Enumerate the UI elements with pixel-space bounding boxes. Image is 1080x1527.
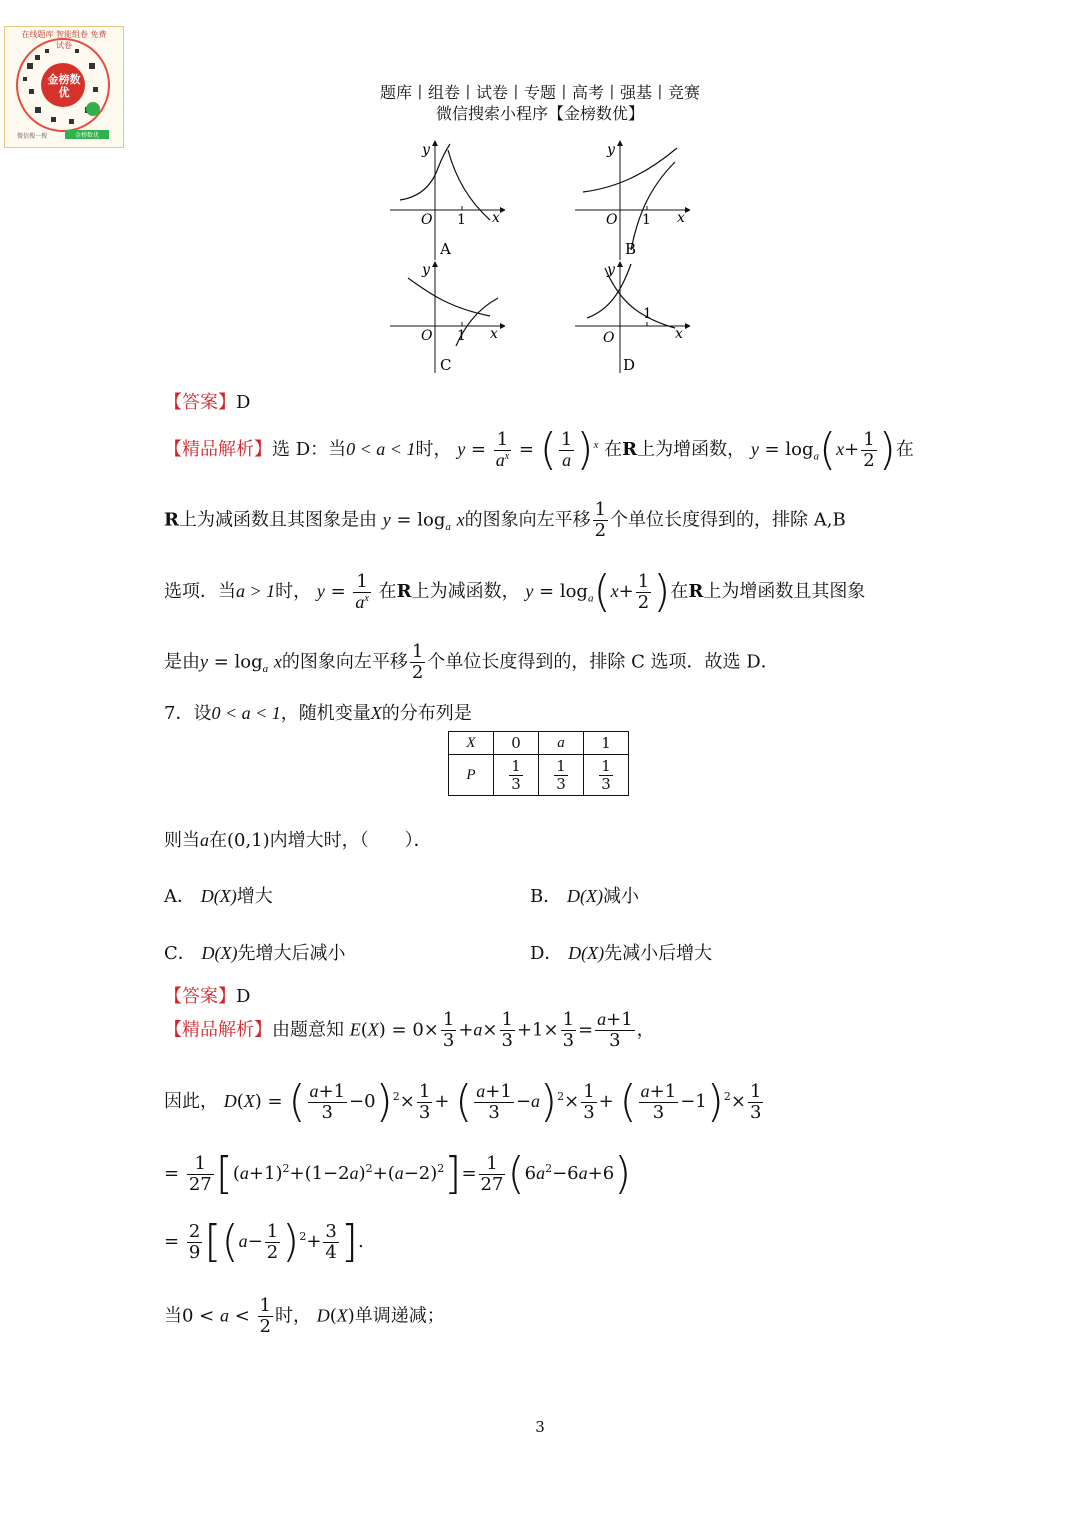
graph-c-y-label: y — [422, 262, 430, 278]
q7-variance-line1: 因此， D(X) = ( $\frac{a+1}{3}$ −0)$^2$× $\frac{1}{3}$ + ( $\frac{a+1}{3}$ −a)$^2$× $\frac{1}{3}$ + ( $\frac{a+1}{3}$ −1)$^2$× $\frac{1}{3}$ — [164, 1076, 762, 1127]
q6-l2-text-c: 个单位长度得到的，排除 A,B — [610, 509, 846, 531]
q7-ask-var: a — [200, 830, 209, 850]
q7-last-c: 单调递减； — [354, 1305, 445, 1327]
q7-ask-a: 则当 — [164, 830, 200, 851]
qr-ring-text: 在线题库 智能组卷 免费试卷 — [21, 30, 107, 50]
graph-d-label: D — [623, 356, 636, 374]
q7-option-c[interactable] — [164, 939, 346, 965]
graph-d-tick: 1 — [643, 306, 652, 322]
q6-answer — [164, 388, 250, 414]
q6-l3-text-c: 在 — [378, 581, 397, 602]
table-cell: 0 — [494, 732, 539, 755]
q7-ask-c: 内增大时，（ ）． — [269, 830, 432, 851]
q7-variance-line3: = $\frac{2}{9}$ [(a− $\frac{1}{2}$ )$^2$+ $\frac{3}{4}$ ]. — [164, 1216, 364, 1267]
option-text: 先增大后减小 — [237, 943, 346, 964]
q6-l1-cond: 0 < a < 1 — [346, 439, 416, 459]
option-key: B． — [530, 886, 562, 907]
graph-b-origin: O — [606, 212, 618, 228]
q7-ask — [164, 826, 432, 852]
q7-d-text: 因此， — [164, 1091, 218, 1112]
q6-l2-text-a: 上为减函数且其图象是由 — [178, 509, 377, 531]
q7-answer-value: D — [236, 986, 251, 1007]
q6-l3-cond: a > 1 — [236, 581, 276, 601]
graph-b-label: B — [625, 240, 637, 258]
graph-a-label: A — [440, 240, 451, 258]
q6-analysis-line1: 【精品解析】选 D：当0 < a < 1时， y = $\frac{1}{a^x}$ = ( $\frac{1}{a}$ )$^x$ 在R上为增函数， $y = \log_a(x+$ $\frac{1}{2}$ )在 — [164, 424, 914, 475]
option-expr: D(X) — [568, 943, 605, 963]
option-text: 减小 — [602, 886, 639, 907]
option-expr: D(X) — [201, 943, 238, 963]
q7-stem — [164, 699, 472, 725]
graph-b-y-label: y — [607, 142, 615, 158]
q6-l3-text-d: 上为减函数， — [411, 581, 520, 602]
option-expr: D(X) — [200, 886, 237, 906]
option-text: 先减小后增大 — [604, 943, 713, 964]
header-line2: 微信搜索小程序【金榜数优】 — [435, 104, 644, 123]
q7-stem-b: ，随机变量 — [280, 703, 371, 724]
q7-option-d[interactable] — [530, 939, 712, 965]
q6-l4-text-a: 是由 — [164, 651, 200, 673]
q6-analysis-line2: R上为减函数且其图象是由 $y = \log_a x$的图象向左平移 $\frac{1}{2}$ 个单位长度得到的，排除 A,B — [164, 499, 846, 541]
prob-num: 1 — [511, 757, 521, 775]
q7-answer-tag: 【答案】 — [164, 986, 236, 1007]
q7-stem-var: X — [370, 703, 382, 723]
table-cell: P — [449, 755, 494, 796]
graph-d-x-label: x — [675, 326, 683, 342]
option-key: D． — [530, 943, 563, 964]
q6-l3-text-f: 上为增函数且其图象 — [703, 581, 866, 602]
q7-variance-line2: = $\frac{1}{27}$ $[(a+1)^2+(1-2a)^2+(a-2)^2]=$ $\frac{1}{27}$ $(6a^2-6a+6)$ — [164, 1148, 632, 1199]
header-line1: 题库丨组卷丨试卷丨专题丨高考丨强基丨竞赛 — [379, 83, 700, 102]
table-cell — [584, 755, 629, 796]
q6-analysis-line4: 是由$y = \log_a x$的图象向左平移 $\frac{1}{2}$ 个单位长度得到的，排除 C 选项．故选 D． — [164, 641, 779, 683]
q6-l1-text-b: 时， — [415, 439, 452, 460]
prob-num: 1 — [601, 757, 611, 775]
q6-answer-tag: 【答案】 — [164, 392, 236, 413]
q7-ask-int: (0,1) — [227, 830, 270, 851]
q6-l4-text-b: 的图象向左平移 — [281, 651, 408, 673]
q6-analysis-line3: 选项．当a > 1时， y = $\frac{1}{a^x}$ 在R上为减函数， $y = \log_a(x+$ $\frac{1}{2}$ )在R上为增函数且其图象 — [164, 566, 866, 617]
q7-answer — [164, 982, 250, 1008]
q7-last-b: 时， — [274, 1305, 311, 1327]
graph-d-y-label: y — [607, 262, 615, 278]
q6-l3-text-e: 在 — [670, 581, 689, 602]
q7-stem-cond: 0 < a < 1 — [211, 703, 281, 723]
q6-l2-text-b: 的图象向左平移 — [464, 509, 591, 531]
prob-den: 3 — [556, 774, 566, 793]
graph-a — [390, 140, 505, 265]
graph-a-origin: O — [421, 212, 433, 228]
option-key: C． — [164, 943, 196, 964]
q6-l3-text-a: 选项．当 — [164, 581, 236, 602]
q7-option-b[interactable] — [530, 882, 639, 908]
graph-a-x-label: x — [492, 210, 500, 226]
q6-l1-text-a: 选 D：当 — [272, 439, 347, 460]
q6-analysis-tag: 【精品解析】 — [164, 439, 272, 460]
graph-c-origin: O — [421, 328, 433, 344]
table-cell: X — [449, 732, 494, 755]
graph-a-tick: 1 — [457, 212, 466, 228]
option-key: A． — [164, 886, 195, 907]
q7-ask-b: 在 — [209, 830, 227, 851]
q6-l4-text-c: 个单位长度得到的，排除 C 选项．故选 D． — [427, 651, 779, 673]
q7-stem-c: 的分布列是 — [381, 703, 472, 724]
q6-l1-text-e: 在 — [895, 439, 914, 460]
q6-l1-text-d: 上为增函数， — [637, 439, 746, 460]
table-cell: a — [539, 732, 584, 755]
graph-c — [390, 258, 505, 378]
q7-monotone: 当0 < a < $\frac{1}{2}$ 时， D(X)单调递减； — [164, 1295, 445, 1337]
q7-e-text: 由题意知 — [272, 1019, 344, 1041]
option-text: 增大 — [236, 886, 273, 907]
graph-d-origin: O — [603, 330, 615, 346]
q6-l1-text-c: 在 — [604, 439, 623, 460]
graph-b-tick: 1 — [642, 212, 651, 228]
prob-den: 3 — [601, 774, 611, 793]
prob-den: 3 — [511, 774, 521, 793]
graph-d — [575, 258, 690, 378]
q7-distribution-table — [448, 731, 629, 796]
table-cell — [494, 755, 539, 796]
q6-l1-R: R — [622, 439, 638, 460]
table-cell: 1 — [584, 732, 629, 755]
graph-b-x-label: x — [677, 210, 685, 226]
table-cell — [539, 755, 584, 796]
q6-l3-R: R — [396, 581, 412, 602]
graph-b — [575, 140, 690, 265]
option-expr: D(X) — [566, 886, 603, 906]
q7-option-a[interactable] — [164, 882, 273, 908]
graph-c-label: C — [440, 356, 452, 374]
q7-expectation: 【精品解析】由题意知 E(X) = 0× $\frac{1}{3}$ +a× $\frac{1}{3}$ +1× $\frac{1}{3}$ = $\frac{a+1}{3}$ ， — [164, 1009, 655, 1051]
graph-a-y-label: y — [422, 142, 430, 158]
q7-last-a: 当 — [164, 1305, 182, 1327]
qr-center-text: 金榜数优 — [47, 73, 81, 99]
qr-footer-left: 微信搜一搜 — [17, 133, 48, 140]
q6-l2-R: R — [164, 509, 179, 531]
graph-c-x-label: x — [490, 326, 498, 342]
graph-c-tick: 1 — [457, 328, 466, 344]
q6-l3-R2: R — [688, 581, 704, 602]
q7-analysis-tag: 【精品解析】 — [164, 1019, 272, 1041]
page-number: 3 — [535, 1418, 545, 1436]
prob-num: 1 — [556, 757, 566, 775]
q7-stem-a: 7．设 — [164, 703, 212, 724]
q6-answer-value: D — [236, 392, 251, 413]
q6-l3-text-b: 时， — [275, 581, 312, 602]
qr-footer-right: 金榜数优 — [65, 130, 109, 139]
